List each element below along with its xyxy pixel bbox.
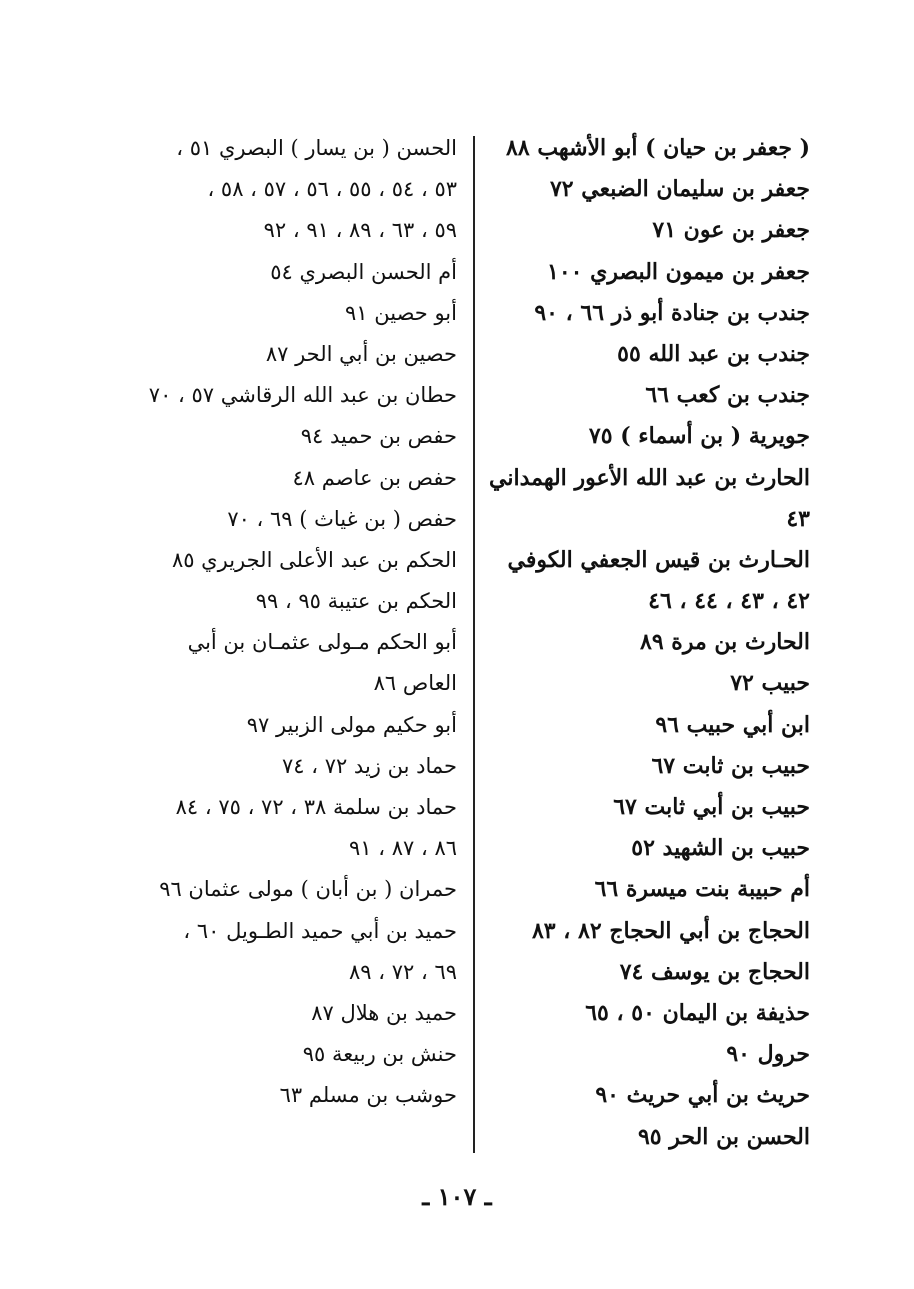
index-entry: جندب بن كعب ٦٦ — [645, 382, 810, 409]
index-entry: حميد بن أبي حميد الطـويل ٦٠ ، — [183, 918, 457, 943]
index-entry: أبو الحكم مـولى عثمـان بن أبي — [187, 630, 457, 655]
index-entry: حفص بن عاصم ٤٨ — [292, 465, 457, 490]
index-column-right — [480, 128, 810, 1158]
index-entry: حبيب بن ثابت ٦٧ — [651, 752, 810, 779]
index-entry: أم حبيبة بنت ميسرة ٦٦ — [594, 876, 810, 903]
index-entry: حوشب بن مسلم ٦٣ — [279, 1083, 457, 1108]
index-entry: حمران ( بن أبان ) مولى عثمان ٩٦ — [159, 877, 457, 902]
index-entry: جويرية ( بن أسماء ) ٧٥ — [588, 423, 810, 450]
index-entry: حبيب بن أبي ثابت ٦٧ — [613, 794, 810, 820]
page-number: ـ ١٠٧ ـ — [422, 1182, 492, 1211]
index-entry: الحجاج بن أبي الحجاج ٨٢ ، ٨٣ — [531, 917, 810, 944]
index-entry: جندب بن عبد الله ٥٥ — [617, 340, 810, 367]
index-entry: حميد بن هلال ٨٧ — [311, 1000, 457, 1025]
index-entry: ابن أبي حبيب ٩٦ — [655, 711, 810, 738]
index-entry: حريث بن أبي حريث ٩٠ — [595, 1082, 810, 1109]
index-entry: حماد بن سلمة ٣٨ ، ٧٢ ، ٧٥ ، ٨٤ — [175, 795, 457, 819]
index-column-left — [135, 128, 457, 1117]
index-entry: الحارث بن مرة ٨٩ — [640, 629, 810, 656]
index-entry: أم الحسن البصري ٥٤ — [270, 259, 457, 284]
index-entry: حنش بن ربيعة ٩٥ — [302, 1042, 457, 1067]
index-entry: حبيب بن الشهيد ٥٢ — [631, 835, 810, 862]
index-entry: الحسن بن الحر ٩٥ — [637, 1123, 810, 1150]
index-entry: حطان بن عبد الله الرقاشي ٥٧ ، ٧٠ — [148, 383, 457, 408]
index-entry: الحكم بن عتيبة ٩٥ ، ٩٩ — [255, 589, 457, 614]
index-entry: ( جعفر بن حيان ) أبو الأشهب ٨٨ — [506, 135, 810, 161]
index-entry: حبيب ٧٢ — [730, 670, 810, 697]
index-entry: الحارث بن عبد الله الأعور الهمداني — [489, 464, 810, 491]
index-entry: حذيفة بن اليمان ٥٠ ، ٦٥ — [585, 999, 810, 1026]
index-entry: ٤٢ ، ٤٣ ، ٤٤ ، ٤٦ — [648, 588, 810, 615]
index-entry: جعفر بن ميمون البصري ١٠٠ — [547, 258, 810, 285]
column-divider — [473, 136, 475, 1153]
index-entry: الحسن ( بن يسار ) البصري ٥١ ، — [176, 136, 457, 160]
index-entry: الحجاج بن يوسف ٧٤ — [619, 958, 810, 985]
index-entry: حفص بن حميد ٩٤ — [300, 424, 457, 449]
index-entry: ٦٩ ، ٧٢ ، ٨٩ — [349, 959, 457, 984]
index-entry: جندب بن جنادة أبو ذر ٦٦ ، ٩٠ — [534, 299, 810, 326]
index-entry: الحكم بن عبد الأعلى الجريري ٨٥ — [171, 547, 457, 572]
index-entry: حرول ٩٠ — [726, 1041, 810, 1068]
index-entry: جعفر بن عون ٧١ — [652, 217, 810, 244]
index-entry: العاص ٨٦ — [373, 671, 457, 696]
index-entry: حماد بن زيد ٧٢ ، ٧٤ — [281, 753, 457, 778]
index-entry: ٥٩ ، ٦٣ ، ٨٩ ، ٩١ ، ٩٢ — [263, 218, 457, 243]
index-entry: جعفر بن سليمان الضبعي ٧٢ — [549, 176, 810, 203]
index-entry: أبو حكيم مولى الزبير ٩٧ — [246, 712, 457, 737]
index-entry: حصين بن أبي الحر ٨٧ — [265, 341, 457, 366]
index-entry: ٥٣ ، ٥٤ ، ٥٥ ، ٥٦ ، ٥٧ ، ٥٨ ، — [207, 177, 457, 202]
index-entry: ٤٣ — [786, 505, 810, 532]
index-entry: حفص ( بن غياث ) ٦٩ ، ٧٠ — [227, 506, 457, 531]
index-entry: الحـارث بن قيس الجعفي الكوفي — [507, 546, 810, 573]
index-entry: أبو حصين ٩١ — [345, 300, 457, 325]
index-entry: ٨٦ ، ٨٧ ، ٩١ — [349, 836, 457, 861]
